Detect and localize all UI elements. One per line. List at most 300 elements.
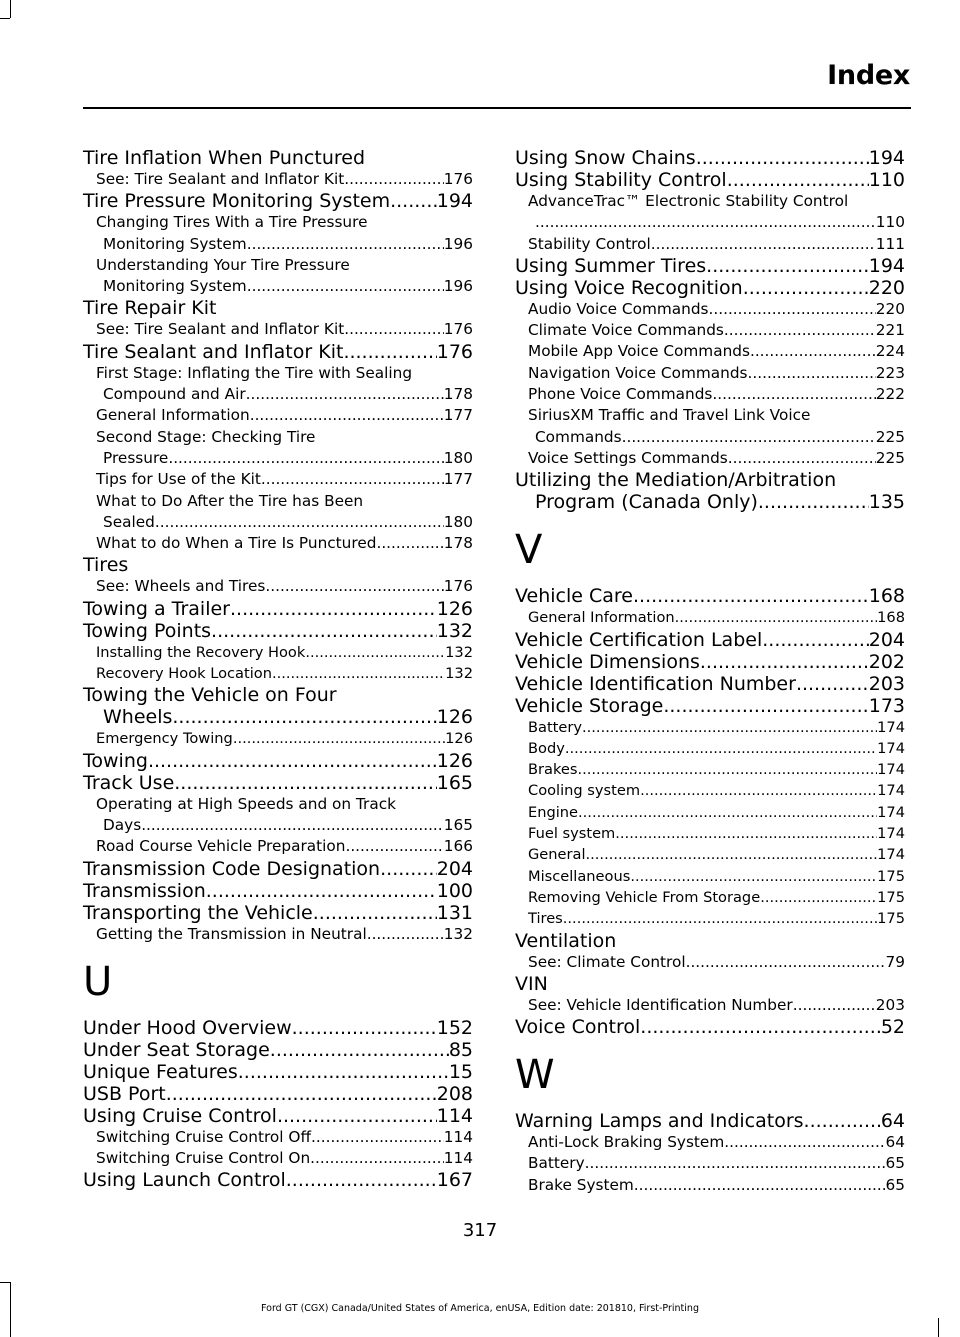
- entry-label: Tire Sealant and Inflator Kit: [83, 340, 344, 363]
- index-entry: [83, 1105, 473, 1127]
- index-heading: VIN: [515, 972, 548, 995]
- entry-label: What to do When a Tire Is Punctured: [96, 534, 377, 553]
- crop-mark-bottom-left-h: [0, 1282, 10, 1283]
- leader-dots: [585, 1153, 886, 1174]
- entry-page: 223: [875, 363, 905, 382]
- entry-label: Battery: [528, 718, 583, 736]
- entry-label: Climate Voice Commands: [528, 321, 724, 340]
- entry-label-line1: Understanding Your Tire Pressure: [96, 255, 350, 274]
- index-entry: [83, 772, 473, 794]
- index-entry: [83, 620, 473, 642]
- entry-label-line1: AdvanceTrac™ Electronic Stability Control: [528, 192, 849, 210]
- leader-dots: [261, 469, 444, 490]
- entry-page: 126: [445, 730, 473, 748]
- crop-mark-top-left-h: [0, 18, 10, 19]
- entry-label: Vehicle Care: [515, 585, 633, 608]
- index-entry: [515, 212, 905, 233]
- entry-label: Tire Pressure Monitoring System: [83, 190, 391, 213]
- entry-label: Miscellaneous: [528, 867, 631, 885]
- entry-page: 85: [448, 1038, 473, 1061]
- leader-dots: [577, 759, 877, 780]
- leader-dots: [750, 341, 876, 362]
- entry-label: Road Course Vehicle Preparation: [96, 837, 346, 856]
- leader-dots: [634, 1175, 886, 1196]
- entry-page: 100: [436, 879, 473, 902]
- index-heading: Tires: [83, 554, 129, 577]
- leader-dots: [247, 276, 444, 297]
- index-entry: [83, 234, 473, 255]
- entry-label: Towing a Trailer: [83, 597, 230, 620]
- leader-dots: [582, 717, 877, 738]
- entry-page: 194: [436, 190, 473, 213]
- index-entry: [515, 320, 905, 341]
- index-entry: [83, 880, 473, 902]
- entry-page: 174: [877, 825, 905, 843]
- index-entry: [83, 533, 473, 554]
- entry-page: 176: [443, 577, 473, 596]
- entry-page: 176: [436, 340, 473, 363]
- entry-label-line1: First Stage: Inflating the Tire with Sealing: [96, 363, 413, 382]
- entry-page: 114: [443, 1127, 473, 1146]
- leader-dots: [727, 169, 869, 191]
- entry-page: 79: [885, 952, 905, 971]
- index-entry: [515, 234, 905, 255]
- entry-page: 176: [443, 170, 473, 188]
- index-entry: [83, 319, 473, 340]
- entry-label: Using Snow Chains: [515, 147, 696, 169]
- index-entry: [83, 276, 473, 297]
- index-entry: [83, 576, 473, 597]
- leader-dots: [292, 1017, 437, 1039]
- leader-dots: [206, 880, 437, 902]
- entry-label: Days: [103, 815, 142, 834]
- leader-dots: [168, 448, 443, 469]
- leader-dots: [796, 673, 869, 695]
- section-letter: W: [515, 1052, 555, 1099]
- index-entry: [83, 405, 473, 426]
- index-entry: [83, 1017, 473, 1039]
- leader-dots: [233, 728, 445, 749]
- entry-page: 110: [868, 169, 905, 191]
- leader-dots: [804, 1110, 881, 1132]
- entry-page: 204: [868, 628, 905, 651]
- entry-label: Compound and Air: [103, 385, 246, 404]
- leader-dots: [148, 750, 437, 772]
- index-entry: [515, 629, 905, 651]
- entry-page: 110: [875, 213, 905, 232]
- leader-dots: [712, 384, 875, 405]
- leader-dots: [630, 866, 877, 887]
- entry-page: 196: [443, 277, 473, 296]
- entry-page: 224: [875, 342, 905, 361]
- entry-label: Switching Cruise Control On: [96, 1149, 311, 1168]
- entry-page: 177: [443, 470, 473, 489]
- entry-label: See: Tire Sealant and Inflator Kit: [96, 320, 345, 339]
- entry-label: Getting the Transmission in Neutral: [96, 924, 367, 943]
- leader-dots: [174, 772, 436, 794]
- entry-label: Emergency Towing: [96, 730, 233, 748]
- entry-page: 174: [877, 739, 905, 757]
- leader-dots: [724, 320, 876, 341]
- entry-page: 194: [868, 147, 905, 169]
- index-entry: [515, 908, 905, 929]
- entry-page: 126: [436, 749, 473, 772]
- entry-page: 65: [885, 1175, 905, 1194]
- entry-label: Track Use: [83, 771, 175, 794]
- entry-page: 15: [448, 1060, 473, 1083]
- leader-dots: [265, 576, 443, 597]
- leader-dots: [686, 952, 886, 973]
- entry-label: Transporting the Vehicle: [83, 901, 313, 924]
- leader-dots: [211, 620, 437, 642]
- index-entry: [515, 277, 905, 299]
- entry-page: 166: [443, 837, 473, 856]
- leader-dots: [376, 533, 443, 554]
- leader-dots: [675, 607, 878, 628]
- entry-label-line1: Towing the Vehicle on Four: [83, 684, 337, 707]
- index-entry: [515, 780, 905, 801]
- leader-dots: [141, 815, 444, 836]
- index-entry: [83, 902, 473, 924]
- index-entry: [515, 607, 905, 628]
- leader-dots: [343, 341, 436, 363]
- entry-page: 180: [443, 448, 473, 467]
- leader-dots: [313, 902, 437, 924]
- leader-dots: [286, 1169, 437, 1191]
- index-entry: [83, 1127, 473, 1148]
- entry-page: 132: [445, 665, 473, 683]
- entry-page: 174: [877, 718, 905, 736]
- leader-dots: [344, 319, 444, 340]
- leader-dots: [238, 1061, 449, 1083]
- leader-dots: [651, 234, 876, 255]
- entry-label: Brake System: [528, 1175, 634, 1194]
- entry-label: Using Stability Control: [515, 169, 727, 191]
- entry-page: 202: [868, 650, 905, 673]
- entry-page: 220: [868, 276, 905, 299]
- index-entry: [515, 1175, 905, 1196]
- entry-label: Towing: [83, 749, 148, 772]
- index-entry: [83, 512, 473, 533]
- index-entry: [515, 491, 905, 513]
- footer-text: Ford GT (CGX) Canada/United States of America, enUSA, Edition date: 201810, First-Printing: [261, 1303, 699, 1314]
- entry-label: See: Climate Control: [528, 952, 686, 971]
- entry-label: Sealed: [103, 512, 155, 531]
- entry-label: Transmission Code Designation: [83, 857, 381, 880]
- entry-label: Pressure: [103, 448, 169, 467]
- entry-page: 178: [443, 534, 473, 553]
- entry-label: Brakes: [528, 761, 578, 779]
- entry-label: Voice Control: [515, 1016, 641, 1039]
- entry-label: Under Seat Storage: [83, 1038, 270, 1061]
- leader-dots: [724, 1132, 885, 1153]
- entry-label: See: Vehicle Identification Number: [528, 995, 793, 1014]
- entry-page: 203: [868, 672, 905, 695]
- index-heading: Tire Repair Kit: [83, 297, 217, 320]
- entry-page: 174: [877, 761, 905, 779]
- index-entry: [515, 759, 905, 780]
- entry-label: General Information: [96, 406, 250, 425]
- entry-page: 135: [868, 491, 905, 514]
- entry-page: 225: [875, 427, 905, 446]
- index-entry: [515, 866, 905, 887]
- index-entry: [515, 738, 905, 759]
- leader-dots: [305, 642, 445, 663]
- index-column-left: [83, 147, 473, 1191]
- entry-label: Using Cruise Control: [83, 1104, 277, 1127]
- leader-dots: [390, 190, 437, 212]
- entry-label-line1: SiriusXM Traffic and Travel Link Voice: [528, 406, 811, 425]
- entry-label: Stability Control: [528, 234, 651, 253]
- leader-dots: [748, 363, 876, 384]
- entry-label: Using Summer Tires: [515, 254, 707, 277]
- index-entry: [83, 1169, 473, 1191]
- entry-page: 126: [436, 597, 473, 620]
- entry-label: Commands: [535, 427, 622, 446]
- index-entry: [83, 341, 473, 363]
- index-entry: [515, 673, 905, 695]
- entry-page: 152: [436, 1016, 473, 1039]
- entry-page: 132: [443, 924, 473, 943]
- entry-label: Battery: [528, 1154, 585, 1173]
- entry-label-line1: Second Stage: Checking Tire: [96, 427, 316, 446]
- entry-label: General: [528, 846, 586, 864]
- entry-label: Phone Voice Commands: [528, 385, 713, 404]
- index-heading: Ventilation: [515, 929, 617, 952]
- index-entry: [515, 695, 905, 717]
- index-entry: [83, 1083, 473, 1105]
- entry-page: 114: [436, 1104, 473, 1127]
- entry-label: Anti-Lock Braking System: [528, 1133, 725, 1152]
- entry-page: 168: [877, 609, 905, 627]
- index-entry: [515, 1110, 905, 1132]
- entry-label: Cooling system: [528, 782, 641, 800]
- index-entry: [515, 651, 905, 673]
- entry-page: 175: [877, 910, 905, 928]
- index-entry: [83, 706, 473, 728]
- title-rule: [83, 107, 911, 109]
- leader-dots: [380, 858, 437, 880]
- entry-page: 173: [868, 694, 905, 717]
- entry-page: 52: [880, 1016, 905, 1039]
- entry-label: Engine: [528, 803, 579, 821]
- index-entry: [515, 1132, 905, 1153]
- entry-label: Monitoring System: [103, 277, 247, 296]
- leader-dots: [367, 924, 444, 945]
- entry-label: Tires: [528, 910, 563, 928]
- entry-label: Installing the Recovery Hook: [96, 643, 306, 661]
- index-entry: [515, 169, 905, 191]
- entry-page: 126: [436, 706, 473, 729]
- index-entry: [515, 802, 905, 823]
- index-entry: [83, 858, 473, 880]
- entry-page: 64: [880, 1110, 905, 1133]
- leader-dots: [310, 1148, 444, 1169]
- index-entry: [515, 341, 905, 362]
- index-entry: [83, 663, 473, 684]
- entry-page: 220: [875, 299, 905, 318]
- index-entry: [83, 469, 473, 490]
- leader-dots: [758, 491, 869, 513]
- entry-page: 174: [877, 803, 905, 821]
- entry-page: 167: [436, 1169, 473, 1192]
- index-entry: [515, 427, 905, 448]
- page-title: Index: [827, 60, 910, 91]
- entry-page: 221: [875, 321, 905, 340]
- entry-page: 132: [445, 643, 473, 661]
- entry-page: 174: [877, 782, 905, 800]
- leader-dots: [344, 169, 444, 190]
- entry-label: Vehicle Identification Number: [515, 672, 796, 695]
- entry-page: 165: [436, 771, 473, 794]
- leader-dots: [743, 277, 869, 299]
- entry-page: 165: [443, 815, 473, 834]
- entry-label: Monitoring System: [103, 234, 247, 253]
- leader-dots: [709, 299, 876, 320]
- index-entry: [515, 147, 905, 169]
- leader-dots: [622, 427, 876, 448]
- entry-page: 132: [436, 619, 473, 642]
- leader-dots: [246, 384, 444, 405]
- entry-page: 222: [875, 385, 905, 404]
- entry-label: Under Hood Overview: [83, 1016, 292, 1039]
- index-heading: Tire Inflation When Punctured: [83, 147, 366, 169]
- leader-dots: [535, 212, 876, 233]
- entry-label: USB Port: [83, 1082, 166, 1105]
- entry-label: Audio Voice Commands: [528, 299, 709, 318]
- entry-label: Using Voice Recognition: [515, 276, 743, 299]
- entry-page: 175: [877, 867, 905, 885]
- index-entry: [83, 924, 473, 945]
- index-entry: [83, 1148, 473, 1169]
- crop-mark-bottom-right: [938, 1318, 939, 1337]
- index-entry: [515, 717, 905, 738]
- entry-label: Towing Points: [83, 619, 212, 642]
- index-entry: [83, 1061, 473, 1083]
- entry-label: Vehicle Storage: [515, 694, 664, 717]
- entry-page: 64: [885, 1133, 905, 1152]
- leader-dots: [272, 663, 445, 684]
- entry-label: Fuel system: [528, 825, 616, 843]
- index-entry: [83, 598, 473, 620]
- entry-page: 175: [877, 888, 905, 906]
- leader-dots: [762, 629, 869, 651]
- entry-label: See: Wheels and Tires: [96, 577, 266, 596]
- leader-dots: [615, 823, 877, 844]
- entry-label: Unique Features: [83, 1060, 238, 1083]
- index-entry: [83, 448, 473, 469]
- entry-label: Recovery Hook Location: [96, 665, 272, 683]
- index-entry: [515, 1016, 905, 1038]
- leader-dots: [277, 1105, 437, 1127]
- leader-dots: [706, 255, 869, 277]
- leader-dots: [155, 512, 444, 533]
- entry-label-line1: What to Do After the Tire has Been: [96, 491, 364, 510]
- leader-dots: [250, 405, 444, 426]
- index-entry: [83, 190, 473, 212]
- leader-dots: [270, 1039, 449, 1061]
- entry-label: Body: [528, 739, 565, 757]
- entry-page: 203: [875, 995, 905, 1014]
- leader-dots: [311, 1127, 444, 1148]
- leader-dots: [586, 844, 878, 865]
- entry-page: 114: [443, 1149, 473, 1168]
- leader-dots: [633, 585, 869, 607]
- entry-label: Warning Lamps and Indicators: [515, 1110, 804, 1133]
- entry-label: Voice Settings Commands: [528, 448, 728, 467]
- index-entry: [515, 844, 905, 865]
- index-entry: [515, 952, 905, 973]
- entry-page: 178: [443, 385, 473, 404]
- entry-page: 204: [436, 857, 473, 880]
- entry-label: Tips for Use of the Kit: [96, 470, 261, 489]
- index-entry: [83, 750, 473, 772]
- leader-dots: [793, 995, 876, 1016]
- index-entry: [83, 1039, 473, 1061]
- index-entry: [515, 384, 905, 405]
- crop-mark-top-left: [10, 0, 11, 18]
- entry-page: 196: [443, 234, 473, 253]
- entry-label: Transmission: [83, 879, 206, 902]
- section-letter: U: [83, 958, 113, 1005]
- entry-page: 168: [868, 585, 905, 608]
- leader-dots: [700, 651, 869, 673]
- entry-label: General Information: [528, 609, 675, 627]
- entry-label: Vehicle Dimensions: [515, 650, 700, 673]
- index-entry: [515, 255, 905, 277]
- leader-dots: [247, 234, 444, 255]
- entry-label: Using Launch Control: [83, 1169, 286, 1192]
- index-entry: [515, 995, 905, 1016]
- entry-label: Switching Cruise Control Off: [96, 1127, 311, 1146]
- index-entry: [83, 642, 473, 663]
- index-column-right: [515, 147, 905, 1196]
- entry-label-line1: Operating at High Speeds and on Track: [96, 794, 396, 813]
- entry-label: Vehicle Certification Label: [515, 628, 763, 651]
- entry-page: 208: [436, 1082, 473, 1105]
- entry-label-line1: Changing Tires With a Tire Pressure: [96, 213, 368, 232]
- entry-page: 65: [885, 1154, 905, 1173]
- index-entry: [83, 169, 473, 190]
- index-entry: [83, 836, 473, 857]
- entry-label: Wheels: [103, 706, 173, 729]
- entry-label: Mobile App Voice Commands: [528, 342, 750, 361]
- index-entry: [515, 299, 905, 320]
- entry-page: 177: [443, 406, 473, 425]
- leader-dots: [563, 908, 877, 929]
- index-entry: [515, 1153, 905, 1174]
- entry-page: 174: [877, 846, 905, 864]
- page-number: 317: [462, 1220, 498, 1241]
- entry-label: See: Tire Sealant and Inflator Kit: [96, 170, 345, 188]
- entry-label: Removing Vehicle From Storage: [528, 888, 761, 906]
- entry-page: 225: [875, 448, 905, 467]
- entry-page: 180: [443, 512, 473, 531]
- index-entry: [515, 585, 905, 607]
- entry-page: 111: [875, 234, 905, 253]
- entry-page: 176: [443, 320, 473, 339]
- leader-dots: [663, 695, 868, 717]
- leader-dots: [640, 1016, 881, 1038]
- leader-dots: [578, 802, 877, 823]
- entry-label-line1: Utilizing the Mediation/Arbitration: [515, 469, 837, 492]
- leader-dots: [166, 1083, 437, 1105]
- entry-label: Program (Canada Only): [535, 491, 758, 514]
- entry-label: Navigation Voice Commands: [528, 363, 748, 382]
- entry-page: 131: [436, 901, 473, 924]
- entry-page: 194: [868, 254, 905, 277]
- leader-dots: [640, 780, 877, 801]
